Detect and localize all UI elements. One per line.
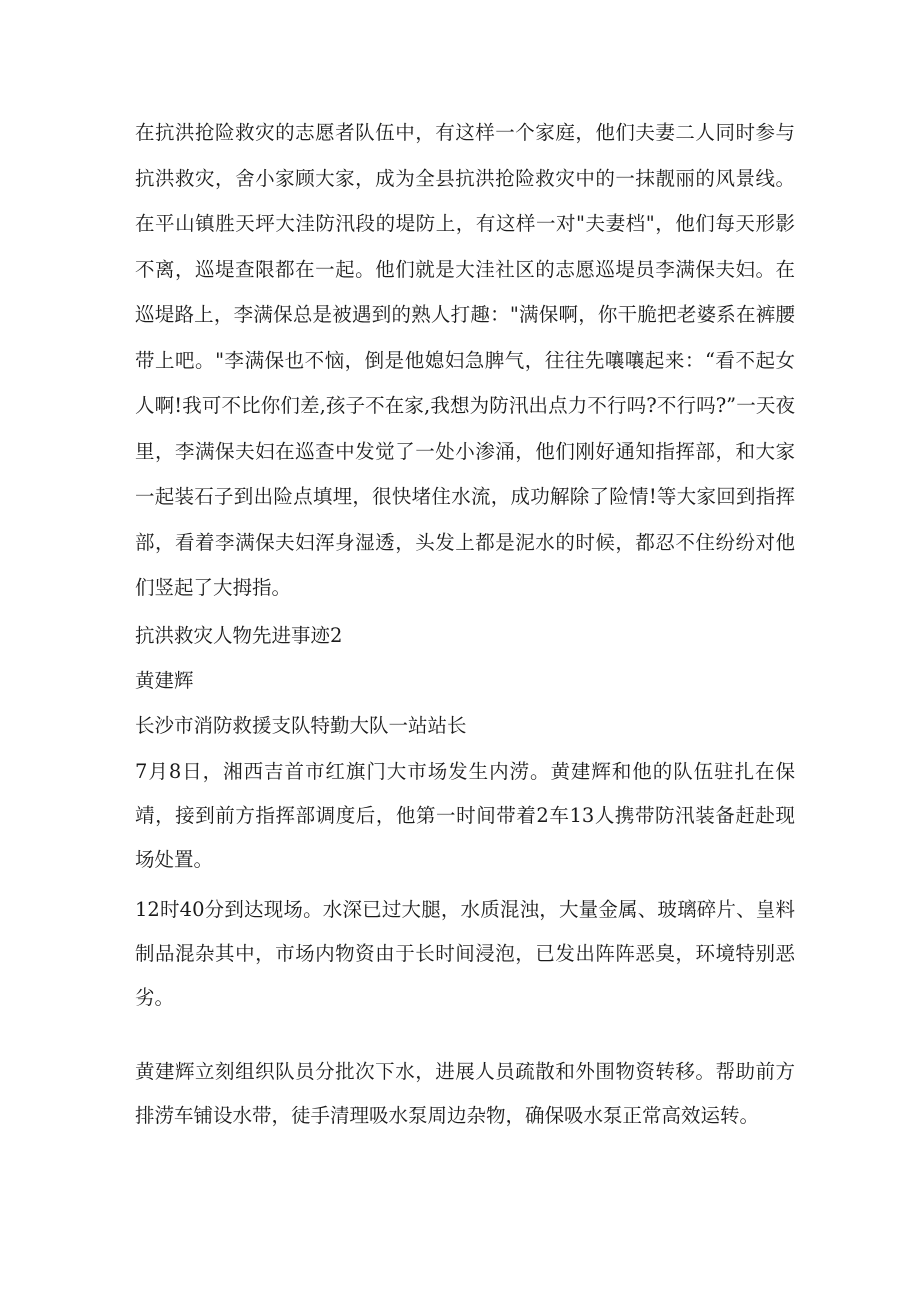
person-title: 长沙市消防救援支队特勤大队一站站长 — [135, 713, 467, 737]
paragraph-couple-volunteers: 在抗洪抢险救灾的志愿者队伍中，有这样一个家庭，他们夫妻二人同时参与抗洪救灾，舍小家顾大家，成为全县抗洪抢险救灾中的一抹靓丽的风景线。在平山镇胜天坪大洼防汛段的堤防上，有这样一对"夫妻档"，他们每天形影不离，巡堤查限都在一起。他们就是大洼社区的志愿巡堤员李满保夫妇。在巡堤路上，李满保总是被遇到的熟人打趣："满保啊，你干脆把老婆系在裤腰带上吧。"李满保也不恼，倒是他媳妇急脾气，往往先嚷嚷起来：“看不起女人啊!我可不比你们差,孩子不在家,我想为防汛出点力不行吗?不行吗?”一天夜里，李满保夫妇在巡查中发觉了一处小渗涌，他们刚好通知指挥部，和大家一起装石子到出险点填埋，很快堵住水流，成功解除了险情!等大家回到指挥部，看着李满保夫妇浑身湿透，头发上都是泥水的时候，都忍不住纷纷对他们竖起了大拇指。 — [135, 121, 795, 599]
paragraph-arrival: 12时40分到达现场。水深已过大腿，水质混浊，大量金属、玻璃碎片、皇料制品混杂其中，市场内物资由于长时间浸泡，已发出阵阵恶臭，环境特别恶劣。 — [135, 897, 795, 1009]
paragraph-response: 黄建辉立刻组织队员分批次下水，进展人员疏散和外围物资转移。帮助前方排涝车铺设水带，徒手清理吸水泵周边杂物，确保吸水泵正常高效运转。 — [135, 1059, 795, 1127]
section-heading: 抗洪救灾人物先进事迹2 — [135, 623, 343, 647]
person-name: 黄建辉 — [135, 668, 194, 692]
document-body — [135, 110, 795, 1138]
paragraph-incident: 7月8日，湘西吉首市红旗门大市场发生内涝。黄建辉和他的队伍驻扎在保靖，接到前方指挥部调度后，他第一时间带着2车13人携带防汛装备赶赴现场处置。 — [135, 759, 795, 871]
